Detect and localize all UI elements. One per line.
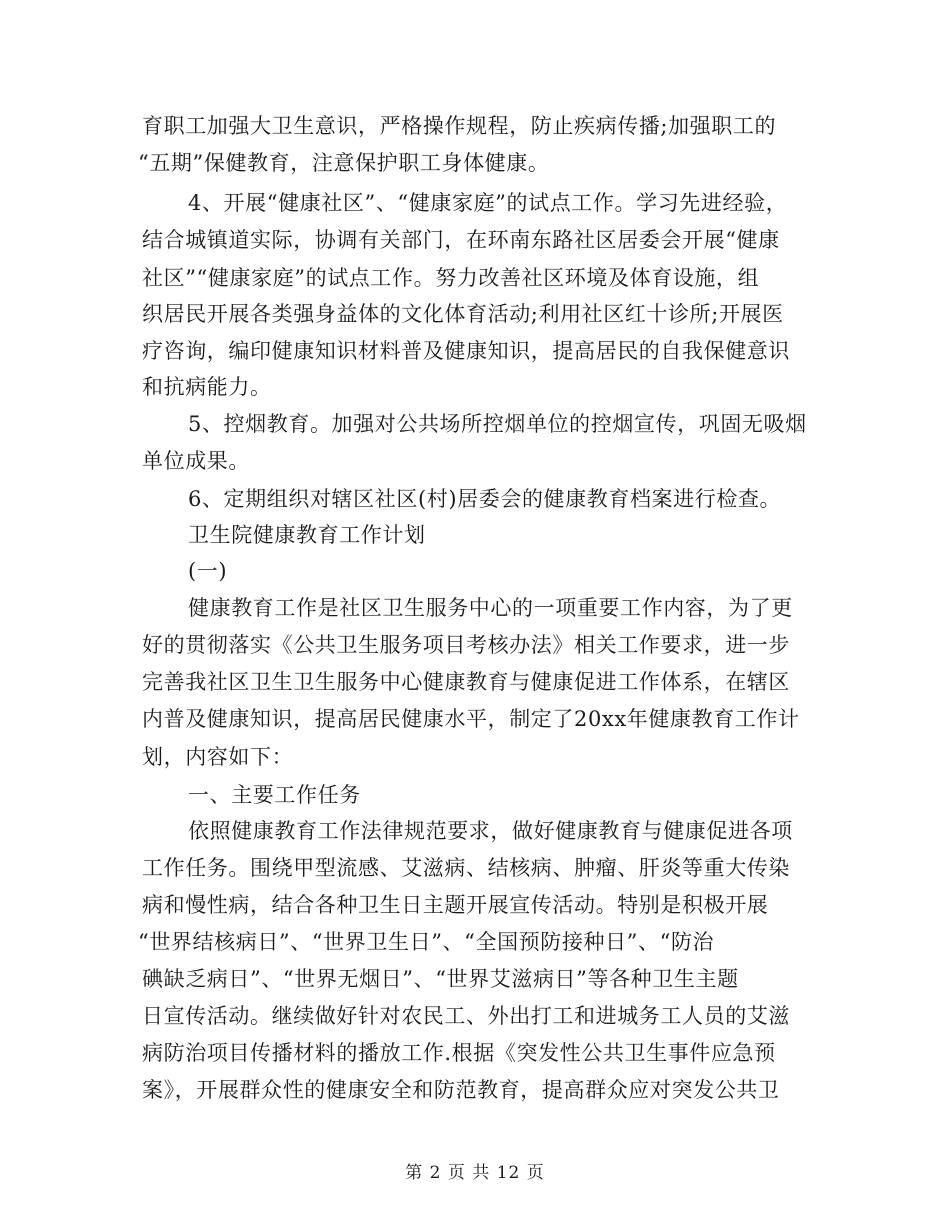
body-line: “五期”保健教育，注意保护职工身体健康。: [138, 151, 550, 175]
body-line: 织居民开展各类强身益体的文化体育活动;利用社区红十诊所;开展医: [142, 302, 784, 326]
body-line: 和抗病能力。: [142, 375, 272, 399]
body-line: 内普及健康知识，提高居民健康水平，制定了20xx年健康教育工作计: [142, 707, 800, 731]
body-line: 结合城镇道实际，协调有关部门，在环南东路社区居委会开展“健康: [142, 228, 780, 252]
body-line: 依照健康教育工作法律规范要求，做好健康教育与健康促进各项: [188, 819, 793, 843]
body-line: 4、开展“健康社区”、“健康家庭”的试点工作。学习先进经验，: [188, 191, 788, 215]
body-line: 6、定期组织对辖区社区(村)居委会的健康教育档案进行检查。: [188, 487, 782, 511]
body-line: 好的贯彻落实《公共卫生服务项目考核办法》相关工作要求，进一步: [142, 633, 790, 657]
body-line: 社区”“健康家庭”的试点工作。努力改善社区环境及体育设施，组: [142, 266, 760, 290]
page-number-footer: 第 2 页 共 12 页: [405, 1163, 545, 1183]
body-line: 病和慢性病，结合各种卫生日主题开展宣传活动。特别是积极开展: [142, 893, 769, 917]
body-line: “世界结核病日”、“世界卫生日”、“全国预防接种日”、“防治: [138, 930, 715, 954]
body-line: 单位成果。: [142, 449, 250, 473]
body-line: 5、控烟教育。加强对公共场所控烟单位的控烟宣传，巩固无吸烟: [188, 412, 807, 436]
body-line: 完善我社区卫生卫生服务中心健康教育与健康促进工作体系，在辖区: [142, 670, 790, 694]
body-line: 工作任务。围绕甲型流感、艾滋病、结核病、肿瘤、肝炎等重大传染: [142, 856, 790, 880]
body-line: 案》，开展群众性的健康安全和防范教育，提高群众应对突发公共卫: [142, 1078, 780, 1102]
body-line: 日宣传活动。继续做好针对农民工、外出打工和进城务工人员的艾滋: [142, 1004, 790, 1028]
section-heading: 一、主要工作任务: [188, 783, 361, 807]
body-line: 碘缺乏病日”、“世界无烟日”、“世界艾滋病日”等各种卫生主题: [142, 967, 739, 991]
body-line: 病防治项目传播材料的播放工作.根据《突发性公共卫生事件应急预: [142, 1041, 776, 1065]
section-subtitle: (一): [188, 559, 228, 583]
body-line: 划，内容如下：: [142, 745, 294, 769]
body-line: 健康教育工作是社区卫生服务中心的一项重要工作内容，为了更: [188, 596, 793, 620]
section-title: 卫生院健康教育工作计划: [188, 523, 426, 547]
body-line: 育职工加强大卫生意识，严格操作规程，防止疾病传播;加强职工的: [142, 114, 777, 138]
body-line: 疗咨询，编印健康知识材料普及健康知识，提高居民的自我保健意识: [142, 339, 790, 363]
